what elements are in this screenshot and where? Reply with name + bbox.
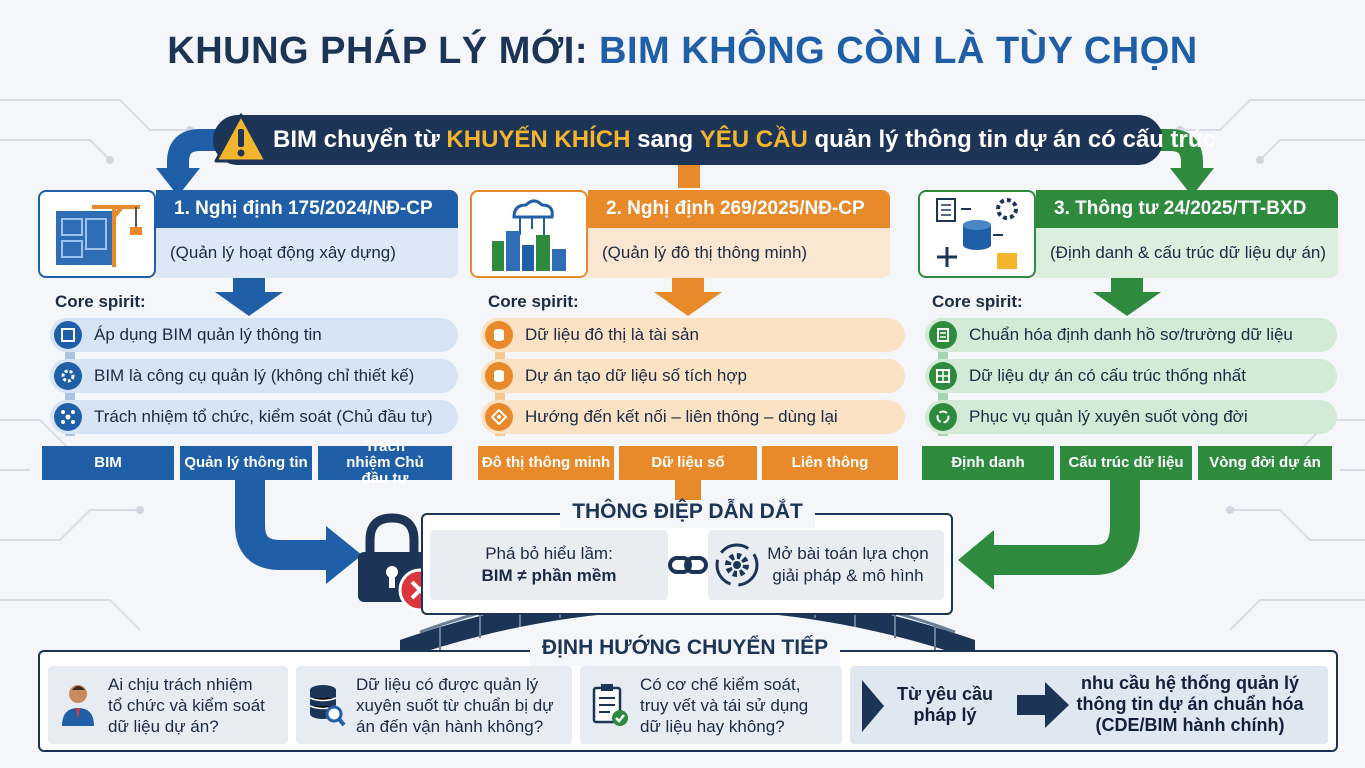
core-spirit-label: Core spirit: (55, 292, 146, 311)
tag: Trách nhiệm Chủ đầu tư (318, 446, 452, 480)
tag: Vòng đời dự án (1198, 446, 1332, 480)
core-spirit-label: Core spirit: (932, 292, 1023, 311)
point-item: BIM là công cụ quản lý (không chỉ thiết kế) (50, 359, 458, 393)
card-decree-269 (470, 190, 890, 278)
message-heading: THÔNG ĐIỆP DẪN DẮT (560, 500, 815, 528)
checklist-icon (580, 682, 640, 728)
card-decree-175 (38, 190, 458, 278)
link-icon (668, 552, 708, 578)
person-icon (48, 682, 108, 728)
card-title: 2. Nghị định 269/2025/NĐ-CP (588, 190, 890, 228)
arrow-right-icon (1015, 680, 1071, 730)
blueprint-icon (54, 321, 82, 349)
point-item: Hướng đến kết nối – liên thông – dùng lại (481, 400, 905, 434)
document-id-icon (929, 321, 957, 349)
warning-icon (213, 111, 269, 167)
point-item: Dữ liệu đô thị là tài sản (481, 318, 905, 352)
tag: Quản lý thông tin (180, 446, 312, 480)
card-circular-24 (918, 190, 1338, 278)
message-misconception: Phá bỏ hiểu lầm: BIM ≠ phần mềm (430, 530, 668, 600)
point-item: Chuẩn hóa định danh hồ sơ/trường dữ liệu (925, 318, 1337, 352)
question-item: Ai chịu trách nhiệm tổ chức và kiểm soát dữ liệu dự án? (48, 666, 288, 744)
smart-city-cloud-icon (470, 190, 588, 278)
card-subtitle: (Quản lý đô thị thông minh) (588, 228, 890, 278)
card-title: 1. Nghị định 175/2024/NĐ-CP (156, 190, 458, 228)
card-title: 3. Thông tư 24/2025/TT-BXD (1036, 190, 1338, 228)
database-icon (485, 362, 513, 390)
tag: Dữ liệu số (619, 446, 757, 480)
card-subtitle: (Quản lý hoạt động xây dựng) (156, 228, 458, 278)
lifecycle-icon (929, 403, 957, 431)
network-icon (54, 403, 82, 431)
database-icon (485, 321, 513, 349)
connection-icon (485, 403, 513, 431)
question-item: Có cơ chế kiểm soát, truy vết và tái sử dụng dữ liệu hay không? (580, 666, 842, 744)
tag: Định danh (922, 446, 1054, 480)
message-solution: Mở bài toán lựa chọn giải pháp & mô hình (708, 530, 944, 600)
database-structure-icon (918, 190, 1036, 278)
question-item: Dữ liệu có được quản lý xuyên suốt từ chuẩn bị dự án đến vận hành không? (296, 666, 572, 744)
transition-from: Từ yêu cầu pháp lý (896, 684, 994, 725)
point-item: Áp dụng BIM quản lý thông tin (50, 318, 458, 352)
banner: BIM chuyển từ KHUYẾN KHÍCH sang YÊU CẦU quản lý thông tin dự án có cấu trúc (213, 115, 1163, 165)
point-item: Dự án tạo dữ liệu số tích hợp (481, 359, 905, 393)
transition-heading: ĐỊNH HƯỚNG CHUYỂN TIẾP (530, 636, 840, 666)
tag: BIM (42, 446, 174, 480)
page-title: KHUNG PHÁP LÝ MỚI: BIM KHÔNG CÒN LÀ TÙY CHỌN (167, 30, 1198, 72)
point-item: Trách nhiệm tổ chức, kiểm soát (Chủ đầu tư) (50, 400, 458, 434)
structured-data-icon (929, 362, 957, 390)
tag: Liên thông (762, 446, 898, 480)
crane-blueprint-icon (38, 190, 156, 278)
transition-to: nhu cầu hệ thống quản lý thông tin dự án chuẩn hóa (CDE/BIM hành chính) (1076, 673, 1304, 735)
gear-cycle-icon (714, 542, 760, 588)
database-search-icon (296, 682, 356, 728)
core-spirit-label: Core spirit: (488, 292, 579, 311)
tag: Đô thị thông minh (478, 446, 614, 480)
point-item: Dữ liệu dự án có cấu trúc thống nhất (925, 359, 1337, 393)
point-item: Phục vụ quản lý xuyên suốt vòng đời (925, 400, 1337, 434)
gear-icon (54, 362, 82, 390)
tag: Cấu trúc dữ liệu (1060, 446, 1192, 480)
card-subtitle: (Định danh & cấu trúc dữ liệu dự án) (1036, 228, 1338, 278)
